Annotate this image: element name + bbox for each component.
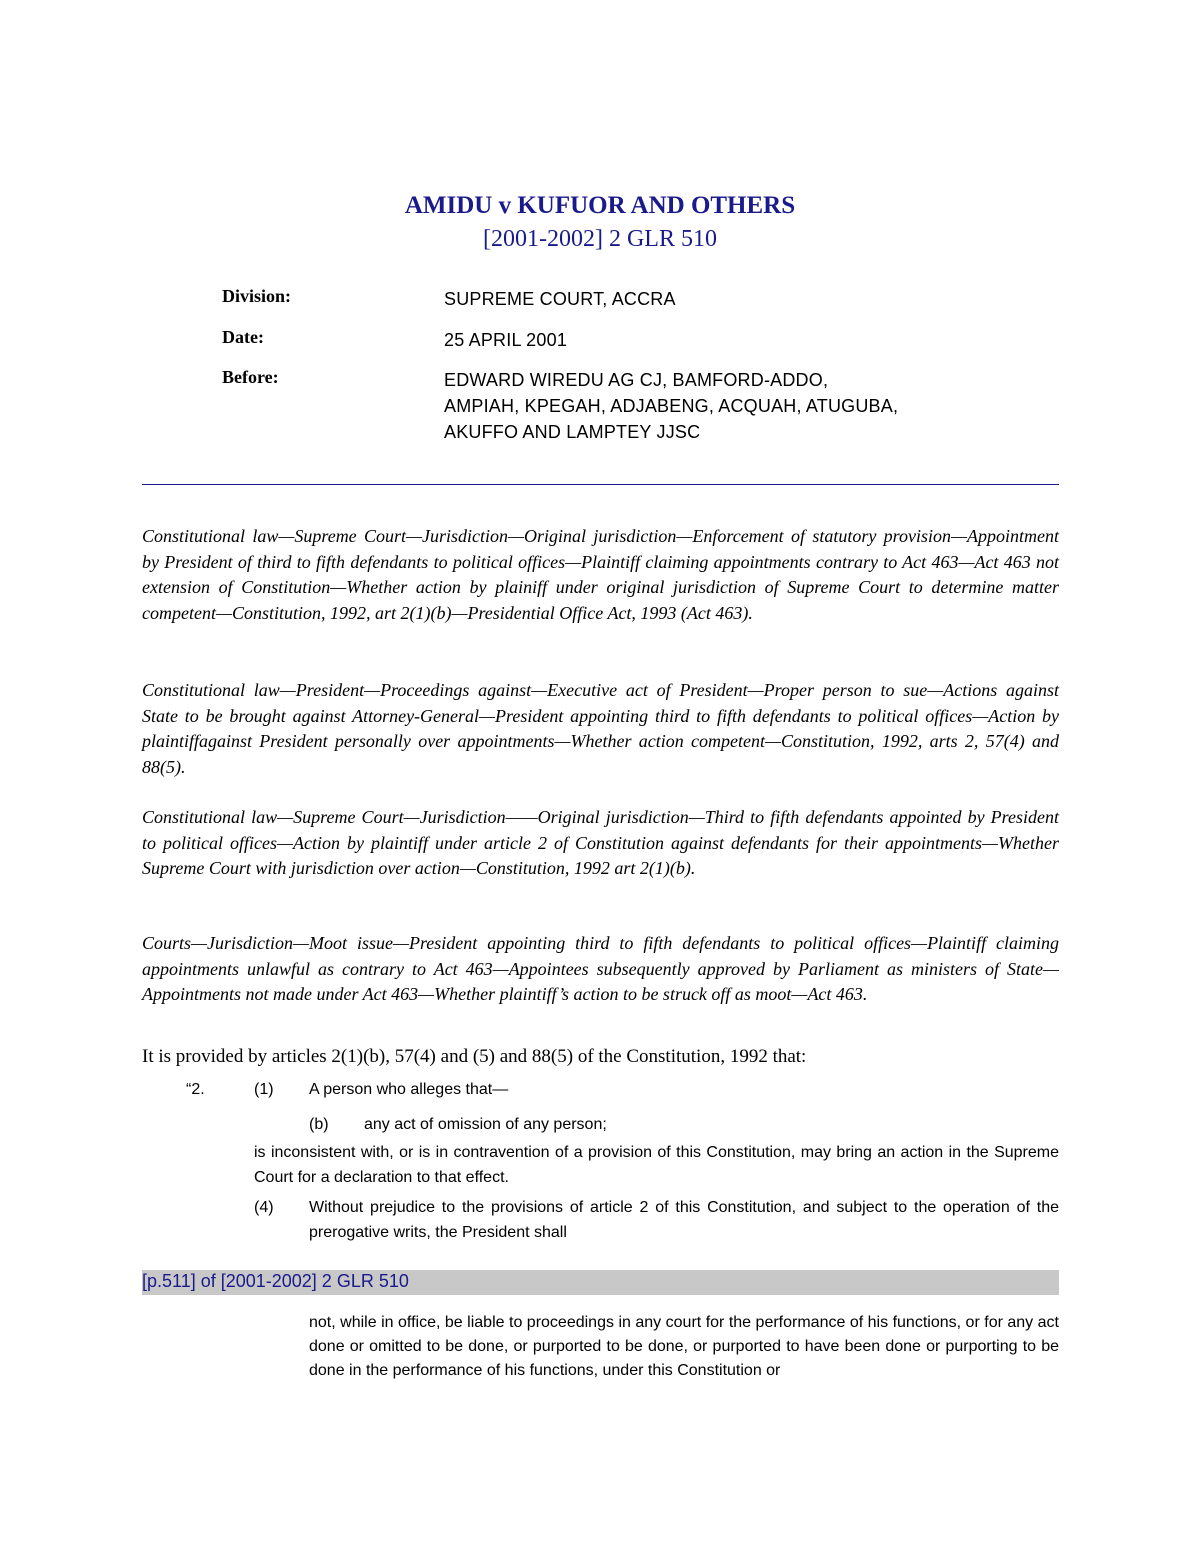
judges-line: AKUFFO AND LAMPTEY JJSC xyxy=(444,422,701,442)
header-divider xyxy=(142,484,1059,485)
clause-text: A person who alleges that— xyxy=(309,1081,509,1098)
page-break-marker xyxy=(142,1270,1059,1295)
headnote-paragraph: Constitutional law—Supreme Court—Jurisdiction——Original jurisdiction—Third to fifth defendants appointed by President to political offices—Action by plaintiff under article 2 of Constitution against defendants for their appointments—Whether Supreme Court with jurisdiction over action—Constitution, 1992 art 2(1)(b). xyxy=(142,807,1059,879)
date-value: 25 APRIL 2001 xyxy=(444,330,568,350)
subclause-number: (b) xyxy=(309,1116,329,1133)
judges-line: EDWARD WIREDU AG CJ, BAMFORD-ADDO, xyxy=(444,370,829,390)
case-citation: [2001-2002] 2 GLR 510 xyxy=(483,226,717,252)
article-number: “2. xyxy=(186,1081,205,1098)
intro-text: It is provided by articles 2(1)(b), 57(4) and (5) and 88(5) of the Constitution, 1992 that: xyxy=(142,1046,807,1067)
headnote-paragraph: Constitutional law—President—Proceedings against—Executive act of President—Proper person to sue—Actions against State to be brought against Attorney-General—President appointing third to fifth defendants to political offices—Action by plaintiffagainst President personally over appointments—Whether action competent—Constitution, 1992, arts 2, 57(4) and 88(5). xyxy=(142,680,1059,778)
headnote-paragraph: Constitutional law—Supreme Court—Jurisdiction—Original jurisdiction—Enforcement of statutory provision—Appointment by President of third to fifth defendants to political offices—Plaintiff claiming appointments contrary to Act 463—Act 463 not extension of Constitution—Whether action by plainiff under original jurisdiction of Supreme Court to determine matter competent—Constitution, 1992, art 2(1)(b)—Presidential Office Act, 1993 (Act 463). xyxy=(142,526,1059,624)
before-label: Before: xyxy=(222,367,279,387)
case-title: AMIDU v KUFUOR AND OTHERS xyxy=(404,192,796,219)
division-label: Division: xyxy=(222,286,292,306)
statute-continuation: is inconsistent with, or is in contravention of a provision of this Constitution, may bring an action in the Supreme Court for a declaration to that effect. xyxy=(254,1144,1059,1186)
subclause-text: any act of omission of any person; xyxy=(364,1116,607,1133)
page-marker-text: [p.511] of [2001-2002] 2 GLR 510 xyxy=(142,1271,409,1291)
division-value: SUPREME COURT, ACCRA xyxy=(444,289,676,309)
clause-text: Without prejudice to the provisions of article 2 of this Constitution, and subject to the operation of the prerogative writs, the President shall xyxy=(309,1199,1059,1241)
judges-line: AMPIAH, KPEGAH, ADJABENG, ACQUAH, ATUGUBA, xyxy=(444,396,899,416)
clause-number: (1) xyxy=(254,1081,274,1098)
date-label: Date: xyxy=(222,327,264,347)
statute-continued-text: not, while in office, be liable to proceedings in any court for the performance of his functions, or for any act done or omitted to be done, or purported to be done, or purported to have been done or purporting to be done in the performance of his functions, under this Constitution or xyxy=(309,1314,1059,1379)
before-value xyxy=(444,367,1044,445)
clause-number: (4) xyxy=(254,1199,274,1216)
headnote-paragraph: Courts—Jurisdiction—Moot issue—President appointing third to fifth defendants to political offices—Plaintiff claiming appointments unlawful as contrary to Act 463—Appointees subsequently approved by Parliament as ministers of State—Appointments not made under Act 463—Whether plaintiff’s action to be struck off as moot—Act 463. xyxy=(142,933,1059,1005)
